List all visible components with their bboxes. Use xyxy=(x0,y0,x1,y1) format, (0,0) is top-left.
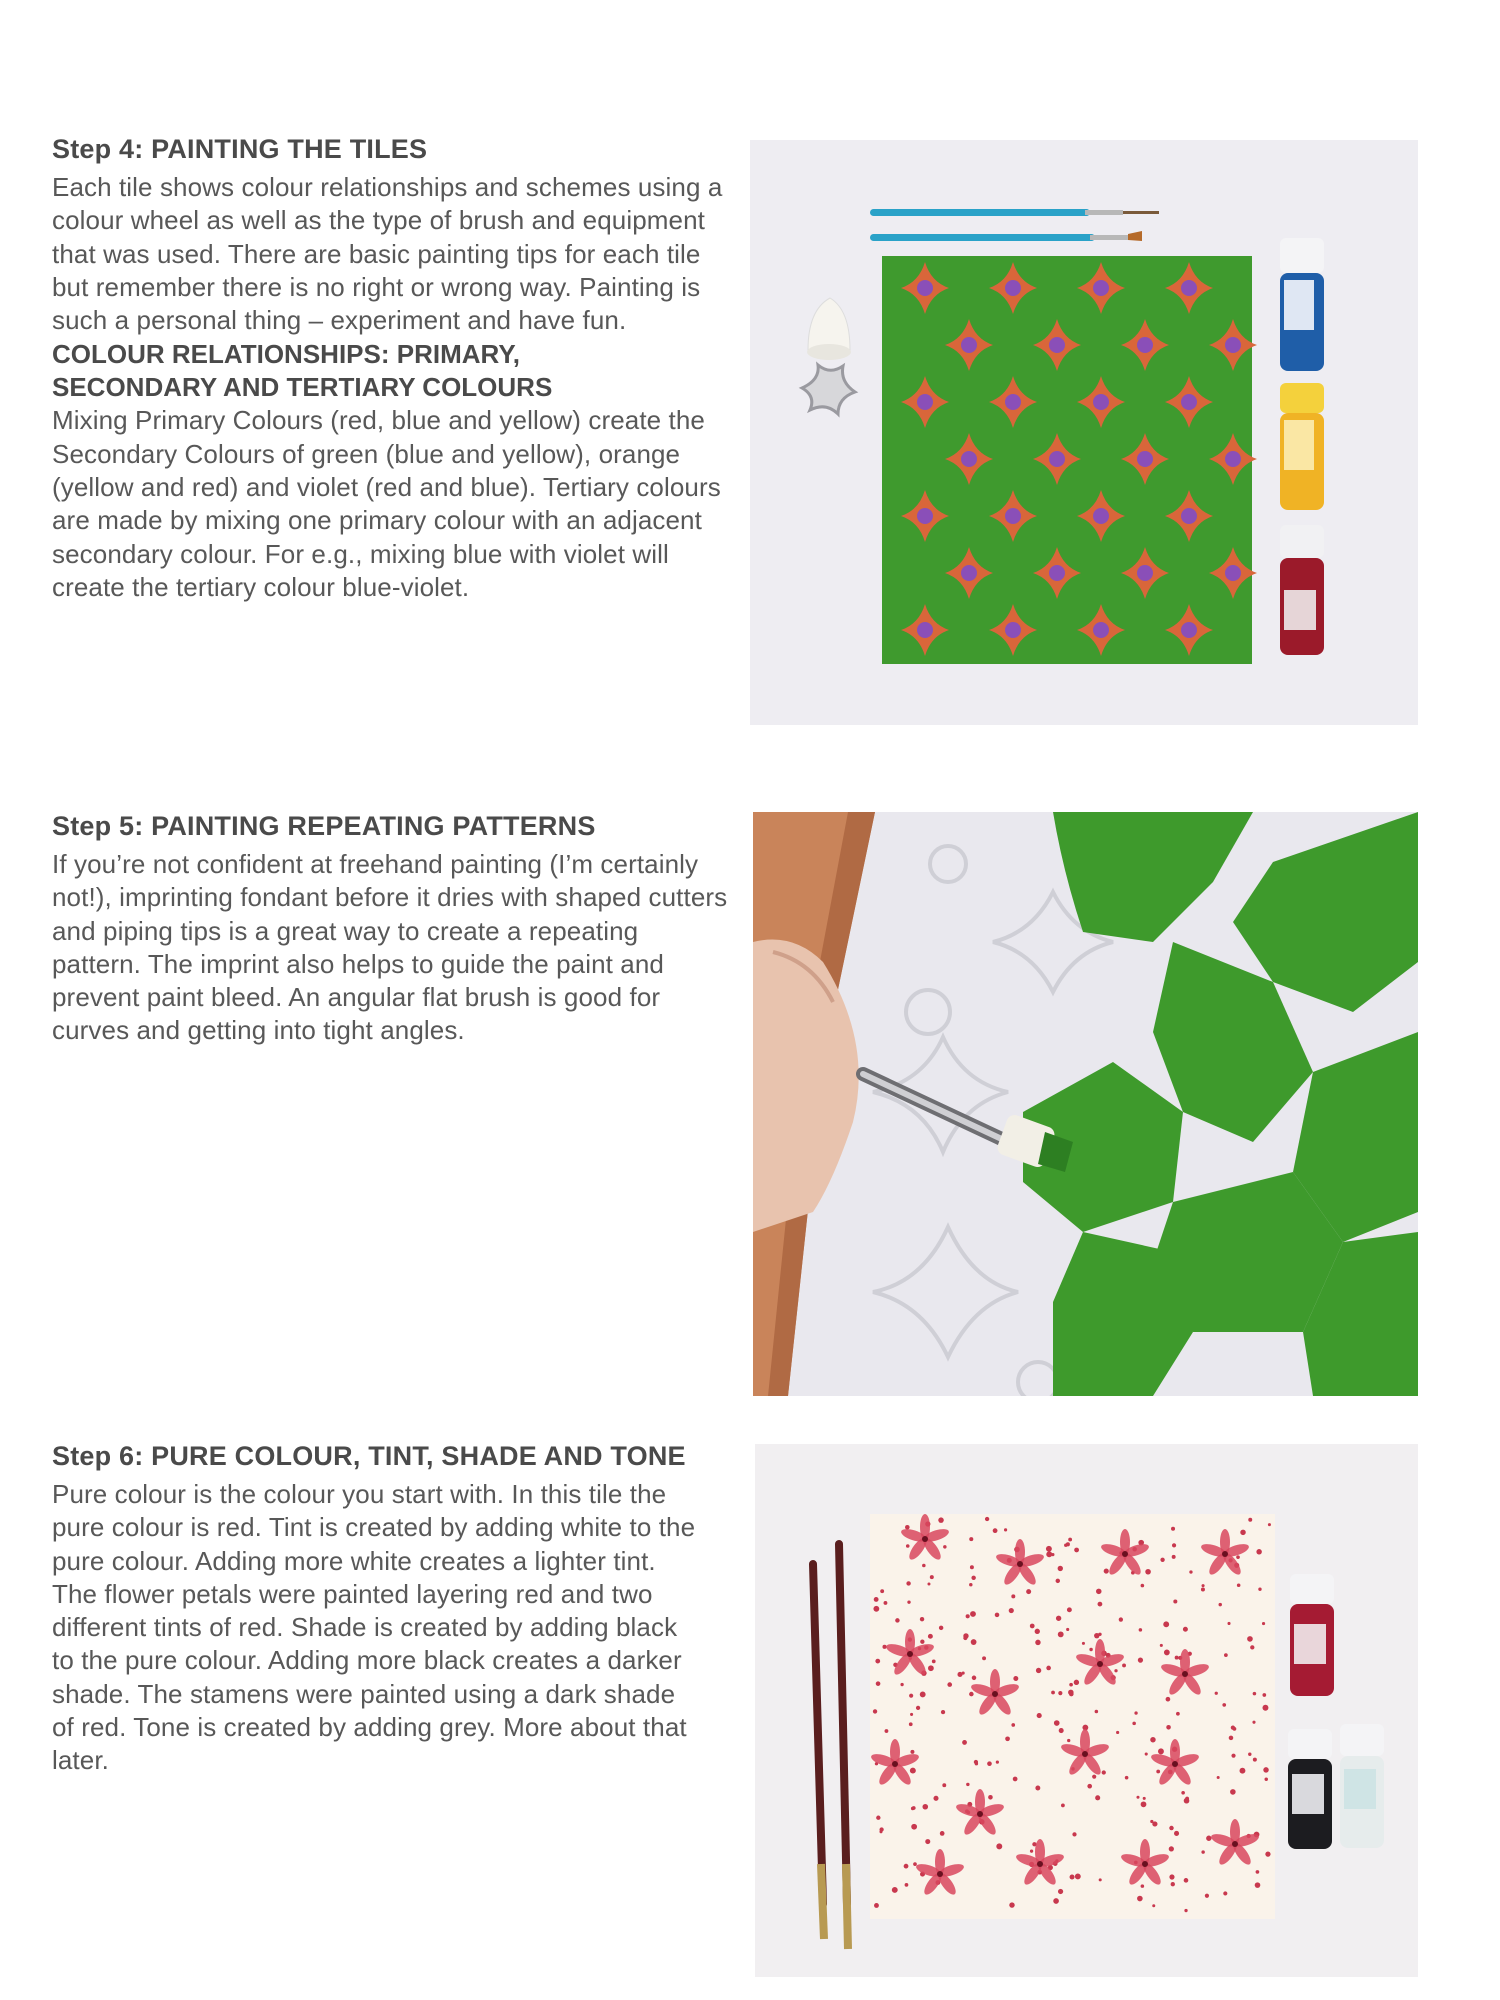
red-dot xyxy=(927,1583,930,1586)
red-dot xyxy=(1092,1775,1096,1779)
red-dot xyxy=(1098,1602,1103,1607)
red-dot xyxy=(972,1676,977,1681)
red-dot xyxy=(1058,1889,1063,1894)
red-dot xyxy=(940,1831,945,1836)
red-dot xyxy=(875,1659,880,1664)
red-dot xyxy=(1172,1543,1176,1547)
red-dot xyxy=(962,1672,965,1675)
red-dot xyxy=(1056,1616,1061,1621)
red-dot xyxy=(1223,1891,1227,1895)
red-dot xyxy=(1005,1736,1010,1741)
red-dot xyxy=(1248,1753,1251,1756)
step-5-text xyxy=(52,808,732,1048)
colour-relationships-subheading: COLOUR RELATIONSHIPS: PRIMARY, SECONDARY AND TERTIARY COLOURS xyxy=(52,339,553,403)
violet-dot xyxy=(1049,565,1065,581)
red-dot xyxy=(970,1611,976,1617)
red-dot xyxy=(1066,1628,1069,1631)
red-dot xyxy=(1189,1570,1192,1573)
red-dot xyxy=(1184,1798,1190,1804)
red-dot xyxy=(1262,1705,1268,1711)
red-dot xyxy=(920,1640,924,1644)
red-dot xyxy=(1134,1711,1137,1714)
violet-dot xyxy=(917,622,933,638)
red-dot xyxy=(876,1681,881,1686)
red-dot xyxy=(1268,1523,1271,1526)
green-orange-tile-photo xyxy=(750,140,1418,725)
red-dot xyxy=(1096,1589,1102,1595)
red-dot xyxy=(1046,1546,1052,1552)
red-dot xyxy=(1136,1796,1139,1799)
red-dot xyxy=(1229,1736,1234,1741)
red-dot xyxy=(1074,1548,1079,1553)
red-dot xyxy=(1058,1691,1062,1695)
imprinted-tile-brush-photo xyxy=(753,812,1418,1396)
red-dot xyxy=(906,1544,910,1548)
red-dot xyxy=(874,1597,879,1602)
red-dot xyxy=(873,1709,877,1713)
red-dot xyxy=(1011,1723,1015,1727)
violet-dot xyxy=(1049,451,1065,467)
red-dot xyxy=(1158,1748,1164,1754)
violet-dot xyxy=(1049,337,1065,353)
red-dot xyxy=(880,1589,884,1593)
red-dot xyxy=(988,1795,993,1800)
violet-dot xyxy=(917,280,933,296)
red-dot xyxy=(970,1565,974,1569)
red-dot xyxy=(1082,1642,1085,1645)
violet-dot xyxy=(1137,565,1153,581)
step-6-heading: Step 6: PURE COLOUR, TINT, SHADE AND TONE xyxy=(52,1441,686,1471)
red-dot xyxy=(1174,1831,1179,1836)
violet-dot xyxy=(1225,565,1241,581)
red-dot xyxy=(925,1839,930,1844)
red-dot xyxy=(1227,1622,1230,1625)
red-dot xyxy=(1095,1795,1100,1800)
violet-dot xyxy=(1005,508,1021,524)
red-dot xyxy=(1248,1518,1252,1522)
red-dot xyxy=(941,1710,945,1714)
red-dot xyxy=(916,1706,920,1710)
red-dot xyxy=(1152,1821,1157,1826)
violet-dot xyxy=(1225,337,1241,353)
red-dot xyxy=(969,1537,973,1541)
step-6-text xyxy=(52,1438,742,1778)
red-dot xyxy=(1051,1691,1055,1695)
red-dot xyxy=(1089,1648,1092,1651)
red-dot xyxy=(1265,1778,1268,1781)
red-dot xyxy=(1233,1727,1237,1731)
red-dot xyxy=(1160,1644,1163,1647)
red-dot xyxy=(1046,1666,1051,1671)
red-dot xyxy=(1166,1725,1171,1730)
red-dot xyxy=(995,1613,1000,1618)
red-dot xyxy=(975,1762,978,1765)
red-dot xyxy=(1202,1584,1205,1587)
red-dot xyxy=(913,1862,917,1866)
red-dot xyxy=(920,1617,924,1621)
violet-dot xyxy=(1137,451,1153,467)
red-dot xyxy=(1150,1737,1155,1742)
red-dot xyxy=(911,1824,917,1830)
red-dot xyxy=(1067,1607,1072,1612)
red-dot xyxy=(885,1729,889,1733)
red-dot xyxy=(1258,1588,1261,1591)
step-4-text xyxy=(52,131,732,604)
red-dot xyxy=(969,1583,972,1586)
red-dot xyxy=(892,1887,898,1893)
red-dot xyxy=(1095,1710,1099,1714)
red-dot xyxy=(884,1601,888,1605)
red-dot xyxy=(1164,1650,1170,1656)
red-dot xyxy=(1169,1826,1174,1831)
red-dot xyxy=(1171,1527,1175,1531)
red-dot xyxy=(1053,1898,1059,1904)
red-dot xyxy=(1099,1878,1102,1881)
red-dot xyxy=(905,1883,909,1887)
violet-dot xyxy=(1005,622,1021,638)
red-dot xyxy=(1255,1882,1261,1888)
red-dot xyxy=(1215,1692,1218,1695)
red-dot xyxy=(1156,1770,1160,1774)
red-dot xyxy=(1122,1663,1126,1667)
red-dot xyxy=(1030,1624,1035,1629)
red-dot xyxy=(1104,1569,1109,1574)
red-dot xyxy=(1075,1873,1081,1879)
violet-dot xyxy=(1181,280,1197,296)
red-dot xyxy=(1061,1804,1065,1808)
red-dot xyxy=(1069,1692,1074,1697)
red-dot xyxy=(930,1575,934,1579)
red-dot xyxy=(922,1804,928,1810)
red-dot xyxy=(1067,1739,1070,1742)
red-dot xyxy=(1265,1851,1270,1856)
red-dot xyxy=(920,1692,926,1698)
red-dot xyxy=(1201,1587,1205,1591)
red-dot xyxy=(932,1659,936,1663)
green-tile xyxy=(882,256,1257,664)
red-dot xyxy=(1141,1884,1145,1888)
red-dot xyxy=(1069,1683,1073,1687)
red-dot xyxy=(1064,1544,1067,1547)
red-dot xyxy=(1098,1633,1101,1636)
red-dot xyxy=(1009,1902,1014,1907)
red-dot xyxy=(1250,1645,1254,1649)
red-dot xyxy=(1145,1752,1148,1755)
red-dot xyxy=(933,1796,938,1801)
red-dot xyxy=(904,1864,909,1869)
red-dot xyxy=(987,1761,992,1766)
red-dot xyxy=(1171,1882,1175,1886)
red-dot xyxy=(1219,1603,1222,1606)
violet-dot xyxy=(917,394,933,410)
red-dot xyxy=(928,1634,933,1639)
red-dot xyxy=(1217,1776,1220,1779)
violet-dot xyxy=(1093,394,1109,410)
red-dot xyxy=(1163,1621,1169,1627)
red-dot xyxy=(907,1600,910,1603)
red-dot xyxy=(895,1618,899,1622)
red-dot xyxy=(1037,1713,1042,1718)
step-5-body: If you’re not confident at freehand painting (I’m certainly not!), imprinting fondant before it dries with shaped cutters and piping tips is a great way to create a repeating pattern. The imprint also helps to guide the paint and prevent paint bleed. An angular flat brush is good for curves and getting into tight angles. xyxy=(52,849,728,1046)
red-dot xyxy=(943,1545,946,1548)
red-dot xyxy=(1056,1579,1060,1583)
red-dot xyxy=(1035,1786,1040,1791)
red-dot xyxy=(1087,1784,1092,1789)
red-dot xyxy=(1013,1676,1018,1681)
red-dot xyxy=(938,1517,944,1523)
red-dot xyxy=(1247,1636,1253,1642)
red-dot xyxy=(876,1816,880,1820)
red-dot xyxy=(1256,1870,1260,1874)
red-dot xyxy=(1009,1608,1014,1613)
red-dot xyxy=(1252,1721,1255,1724)
violet-dot xyxy=(961,451,977,467)
red-dot xyxy=(1169,1846,1174,1851)
violet-dot xyxy=(1137,337,1153,353)
red-dot xyxy=(1059,1728,1064,1733)
red-dot xyxy=(873,1606,879,1612)
red-dot xyxy=(905,1525,910,1530)
red-dot xyxy=(1240,1530,1245,1535)
violet-dot xyxy=(1181,508,1197,524)
red-dot xyxy=(1013,1777,1018,1782)
red-dot xyxy=(1068,1538,1072,1542)
violet-dot xyxy=(1093,622,1109,638)
red-dot xyxy=(910,1713,913,1716)
step-4-heading: Step 4: PAINTING THE TILES xyxy=(52,134,428,164)
red-dot xyxy=(1224,1653,1228,1657)
red-dot xyxy=(1181,1791,1185,1795)
violet-dot xyxy=(961,565,977,581)
red-dot xyxy=(1119,1617,1123,1621)
red-dot xyxy=(1262,1693,1266,1697)
red-dot xyxy=(1054,1720,1060,1726)
red-dot xyxy=(1035,1640,1040,1645)
violet-dot xyxy=(1093,280,1109,296)
red-dot xyxy=(969,1692,974,1697)
red-dot xyxy=(879,1830,882,1833)
red-dot xyxy=(1074,1680,1079,1685)
red-dot xyxy=(1206,1836,1211,1841)
red-dot xyxy=(1152,1904,1155,1907)
red-dot xyxy=(1231,1754,1235,1758)
red-dot xyxy=(1201,1850,1204,1853)
red-dot xyxy=(882,1645,886,1649)
red-dot xyxy=(1240,1768,1246,1774)
red-dot xyxy=(1184,1909,1187,1912)
violet-dot xyxy=(1005,280,1021,296)
red-dot xyxy=(963,1636,967,1640)
red-dot xyxy=(1004,1528,1007,1531)
red-dot xyxy=(996,1761,999,1764)
colour-relationships-body: Mixing Primary Colours (red, blue and yellow) create the Secondary Colours of green (blue and yellow), orange (yellow and red) and violet (red and blue). Tertiary colours are made by mixing one primary colour with an adjacent secondary colour. For e.g., mixing blue with violet will create the tertiary colour blue-violet. xyxy=(52,405,721,602)
violet-dot xyxy=(1225,451,1241,467)
red-dot xyxy=(1176,1712,1180,1716)
red-dot xyxy=(1058,1631,1064,1637)
red-dot xyxy=(985,1517,989,1521)
red-dot xyxy=(1036,1668,1041,1673)
red-dot xyxy=(1072,1832,1076,1836)
red-dot xyxy=(1184,1878,1189,1883)
violet-dot xyxy=(1181,622,1197,638)
red-flower-tile-photo xyxy=(755,1444,1418,1977)
red-dot xyxy=(1236,1555,1240,1559)
red-dot xyxy=(900,1683,903,1686)
red-dot xyxy=(939,1626,943,1630)
red-dot xyxy=(1145,1569,1151,1575)
red-dot xyxy=(982,1656,986,1660)
red-dot xyxy=(1262,1622,1265,1625)
violet-dot xyxy=(1093,508,1109,524)
red-dot xyxy=(874,1903,879,1908)
red-dot xyxy=(942,1783,946,1787)
red-dot xyxy=(1030,1850,1033,1853)
red-dot xyxy=(1222,1703,1226,1707)
red-dot xyxy=(909,1722,913,1726)
red-dot xyxy=(1166,1697,1171,1702)
red-dot xyxy=(1102,1770,1106,1774)
red-dot xyxy=(1046,1551,1052,1557)
red-dot xyxy=(928,1665,934,1671)
violet-dot xyxy=(1181,394,1197,410)
red-dot xyxy=(1026,1589,1031,1594)
red-dot xyxy=(1263,1767,1268,1772)
red-dot xyxy=(966,1614,970,1618)
red-dot xyxy=(1169,1874,1174,1879)
red-dot xyxy=(1205,1894,1209,1898)
red-dot xyxy=(1114,1669,1117,1672)
red-dot xyxy=(1137,1896,1143,1902)
red-dot xyxy=(1125,1776,1129,1780)
red-dot xyxy=(1116,1731,1119,1734)
red-dot xyxy=(962,1740,967,1745)
red-dot xyxy=(1070,1875,1075,1880)
violet-dot xyxy=(1005,394,1021,410)
red-dot xyxy=(1132,1722,1136,1726)
red-dot xyxy=(1160,1558,1164,1562)
red-dot xyxy=(1253,1692,1257,1696)
red-dot xyxy=(1173,1599,1177,1603)
red-dot xyxy=(1237,1583,1241,1587)
red-dot xyxy=(1139,1628,1143,1632)
red-dot xyxy=(1175,1656,1179,1660)
red-dot xyxy=(1058,1566,1063,1571)
step-5-heading: Step 5: PAINTING REPEATING PATTERNS xyxy=(52,811,596,841)
red-dot xyxy=(996,1843,1002,1849)
red-dot xyxy=(1138,1658,1143,1663)
red-dot xyxy=(993,1528,998,1533)
red-dot xyxy=(910,1750,914,1754)
red-dot xyxy=(1143,1797,1146,1800)
violet-dot xyxy=(961,337,977,353)
red-dot xyxy=(971,1639,977,1645)
step-4-body: Each tile shows colour relationships and schemes using a colour wheel as well as the type of brush and equipment that was used. There are basic painting tips for each tile but remember there is no right or wrong way. Painting is such a personal thing – experiment and have fun. xyxy=(52,172,723,336)
red-dot xyxy=(1141,1584,1145,1588)
red-dot xyxy=(966,1783,969,1786)
red-dot xyxy=(912,1806,916,1810)
red-dot xyxy=(1172,1555,1176,1559)
red-dot xyxy=(1183,1627,1188,1632)
red-dot xyxy=(909,1694,913,1698)
red-dot xyxy=(1011,1594,1015,1598)
step-6-body: Pure colour is the colour you start with. In this tile the pure colour is red. Tint is created by adding white to the pure colour. Adding more white creates a lighter tint. The flower petals were painted layering red and two different tints of red. Shade is created by adding black to the pure colour. Adding more black creates a darker shade. The stamens were painted using a dark shade of red. Tone is created by adding grey. More about that later. xyxy=(52,1479,696,1776)
red-dot xyxy=(906,1581,910,1585)
red-dot xyxy=(1141,1801,1147,1807)
red-dot xyxy=(1256,1549,1261,1554)
red-dot xyxy=(910,1768,916,1774)
red-dot xyxy=(971,1576,975,1580)
red-dot xyxy=(1035,1629,1040,1634)
red-dot xyxy=(1230,1789,1236,1795)
red-dot xyxy=(1253,1758,1257,1762)
red-dot xyxy=(947,1682,952,1687)
red-dot xyxy=(922,1564,926,1568)
violet-dot xyxy=(917,508,933,524)
